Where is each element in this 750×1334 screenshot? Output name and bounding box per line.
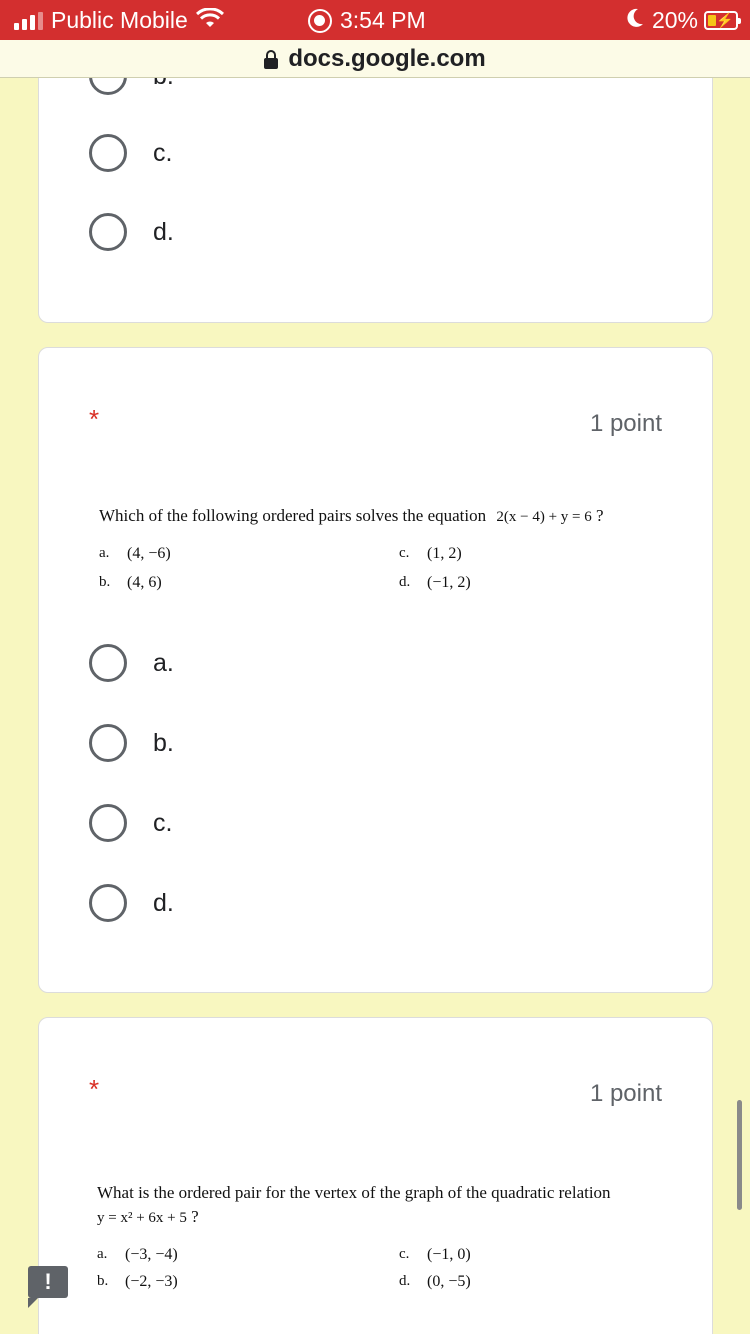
battery-percent: 20% — [651, 7, 698, 33]
choice-letter: d. — [399, 1273, 411, 1289]
required-mark: * — [89, 1074, 100, 1104]
question-mark: ? — [596, 506, 604, 525]
equation: 2(x − 4) + y = 6 — [496, 509, 592, 525]
choice-value: (−3, −4) — [125, 1246, 178, 1263]
option-b[interactable] — [89, 724, 174, 762]
question-mark: ? — [191, 1207, 199, 1226]
choice-letter: d. — [399, 574, 411, 590]
choice-a — [97, 1246, 178, 1264]
option-label: c. — [153, 808, 173, 837]
moon-icon — [626, 7, 644, 34]
equation: y = x² + 6x + 5 — [97, 1210, 187, 1226]
option-d[interactable] — [89, 213, 174, 251]
radio-button[interactable] — [89, 804, 127, 842]
radio-button[interactable] — [89, 213, 127, 251]
choice-letter: c. — [399, 545, 410, 561]
report-problem-button[interactable] — [28, 1266, 68, 1298]
choice-d — [399, 574, 471, 592]
choice-c — [399, 545, 462, 563]
option-c[interactable] — [89, 134, 172, 172]
choice-value: (1, 2) — [427, 545, 462, 562]
question-text: Which of the following ordered pairs solves the equation — [99, 506, 487, 525]
choice-d — [399, 1273, 471, 1291]
question-text: What is the ordered pair for the vertex of the graph of the quadratic relation — [97, 1183, 611, 1202]
scrollbar[interactable] — [737, 1100, 742, 1210]
report-icon: ! — [44, 1269, 52, 1294]
radio-button[interactable] — [89, 644, 127, 682]
option-label: c. — [153, 138, 173, 167]
lock-icon — [264, 52, 278, 69]
option-label: b. — [153, 728, 174, 757]
address-bar[interactable] — [0, 40, 750, 78]
choice-value: (−2, −3) — [125, 1273, 178, 1290]
radio-button[interactable] — [89, 884, 127, 922]
question-card — [38, 1017, 713, 1334]
choice-a — [99, 545, 171, 563]
points-label: 1 point — [589, 1080, 662, 1107]
choice-letter: a. — [99, 545, 110, 561]
radio-button[interactable] — [89, 724, 127, 762]
status-bar — [0, 0, 750, 40]
points-label: 1 point — [589, 410, 662, 437]
required-mark: * — [89, 404, 100, 434]
url-text: docs.google.com — [288, 44, 486, 72]
screen-recording-icon — [308, 9, 332, 33]
clock: 3:54 PM — [340, 7, 426, 33]
choice-value: (4, −6) — [127, 545, 171, 562]
option-label: d. — [153, 888, 174, 917]
choice-b — [99, 574, 162, 592]
choice-letter: c. — [399, 1246, 410, 1262]
choice-b — [97, 1273, 178, 1291]
option-label: a. — [153, 648, 174, 677]
choice-letter: b. — [99, 574, 111, 590]
choice-letter: b. — [97, 1273, 109, 1289]
question-image-text — [99, 506, 604, 526]
question-image-text — [97, 1181, 667, 1230]
wifi-icon — [196, 7, 224, 34]
signal-icon — [14, 12, 43, 30]
battery-charging-icon: ⚡ — [704, 11, 738, 30]
choice-letter: a. — [97, 1246, 108, 1262]
question-card — [38, 40, 713, 323]
option-a[interactable] — [89, 644, 174, 682]
option-label: d. — [153, 217, 174, 246]
choice-value: (0, −5) — [427, 1273, 471, 1290]
choice-value: (−1, 0) — [427, 1246, 471, 1263]
choice-value: (4, 6) — [127, 574, 162, 591]
question-card — [38, 347, 713, 993]
choice-value: (−1, 2) — [427, 574, 471, 591]
option-c[interactable] — [89, 804, 172, 842]
option-d[interactable] — [89, 884, 174, 922]
radio-button[interactable] — [89, 134, 127, 172]
carrier-name: Public Mobile — [51, 7, 188, 33]
choice-c — [399, 1246, 471, 1264]
